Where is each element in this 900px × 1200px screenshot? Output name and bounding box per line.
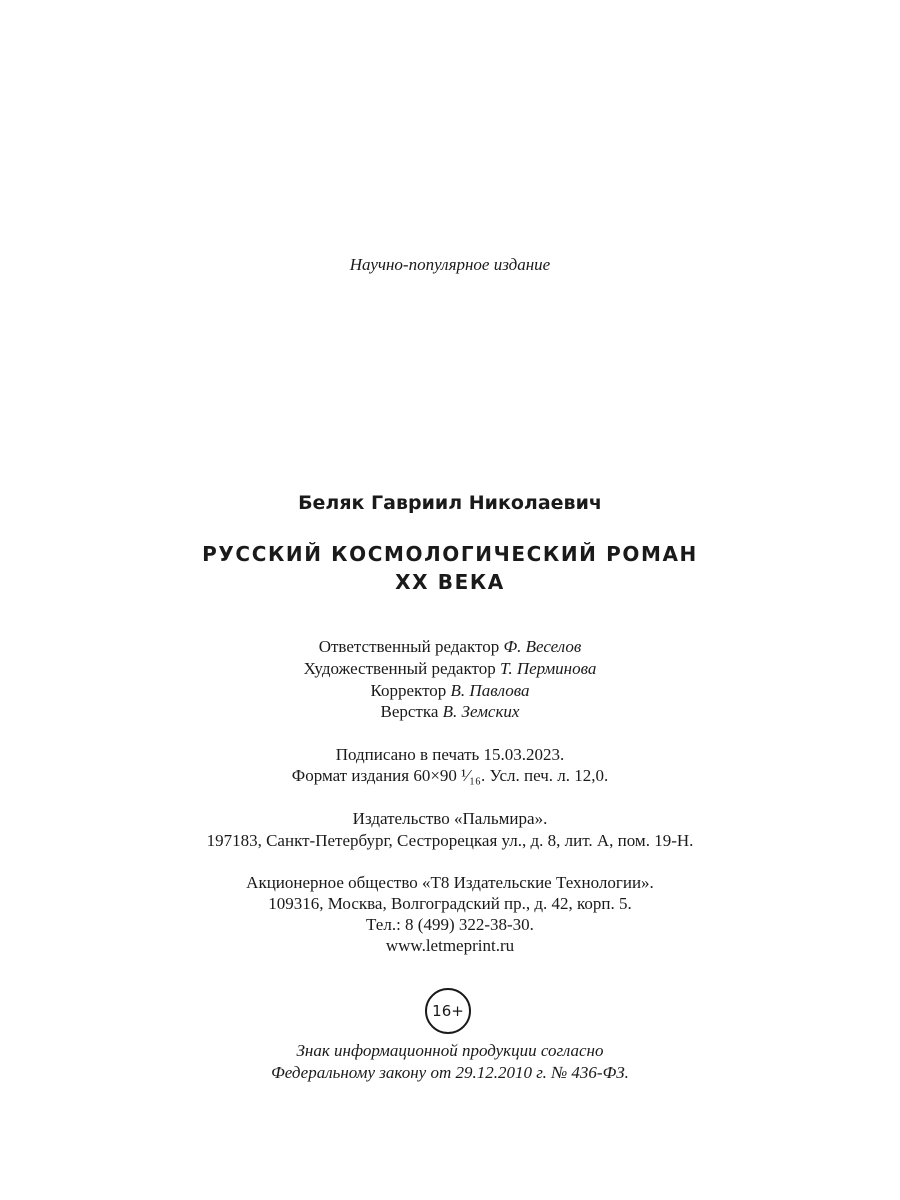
notice-line-1: Знак информационной продукции согласно — [296, 1041, 604, 1060]
credit-proofreader — [0, 680, 900, 702]
credit-art-editor — [0, 658, 900, 680]
credit-person: В. Павлова — [450, 681, 530, 700]
credit-editor — [0, 636, 900, 658]
credit-role: Художественный редактор — [303, 659, 496, 678]
notice-line-2: Федеральному закону от 29.12.2010 г. № 436-ФЗ. — [271, 1063, 629, 1082]
book-title-line2: XX ВЕКА — [395, 570, 505, 594]
credit-role: Ответственный редактор — [318, 637, 500, 656]
publisher-name: Издательство «Пальмира». — [352, 809, 548, 828]
author-name: Беляк Гавриил Николаевич — [298, 492, 602, 514]
edition-format: Формат издания 60×90 ¹⁄₁₆. Усл. печ. л. 12,0. — [291, 766, 609, 785]
signed-to-print: Подписано в печать 15.03.2023. — [335, 745, 565, 764]
age-rating-text: 16+ — [432, 1002, 464, 1020]
printer-phone: Тел.: 8 (499) 322-38-30. — [366, 915, 534, 934]
publisher-address: 197183, Санкт-Петербург, Сестрорецкая ул., д. 8, лит. А, пом. 19-Н. — [206, 831, 694, 850]
printer-name: Акционерное общество «Т8 Издательские Технологии». — [246, 873, 654, 892]
credit-role: Верстка — [380, 702, 439, 721]
printer-website[interactable]: www.letmeprint.ru — [385, 936, 515, 955]
credit-role: Корректор — [370, 681, 447, 700]
credit-person: В. Земских — [442, 702, 520, 721]
credit-person: Т. Перминова — [499, 659, 597, 678]
age-rating-badge — [425, 988, 471, 1034]
credit-layout — [0, 701, 900, 723]
printer-address: 109316, Москва, Волгоградский пр., д. 42, корп. 5. — [268, 894, 632, 913]
book-title-line1: РУССКИЙ КОСМОЛОГИЧЕСКИЙ РОМАН — [202, 542, 698, 566]
credit-person: Ф. Веселов — [503, 637, 582, 656]
edition-type: Научно-популярное издание — [349, 255, 551, 274]
